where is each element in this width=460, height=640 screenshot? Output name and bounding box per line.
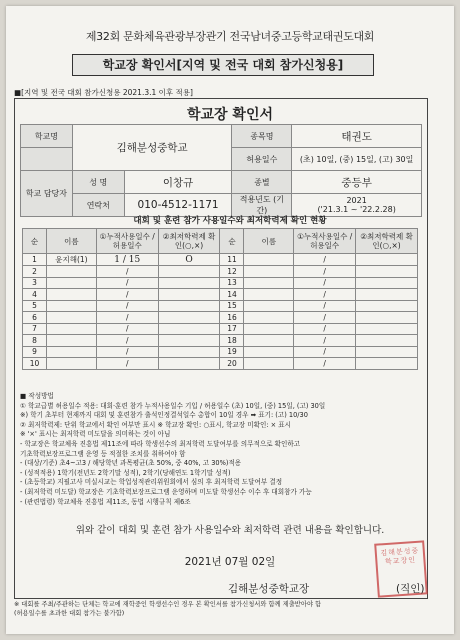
record-min-check xyxy=(158,346,220,358)
sport-value: 태권도 xyxy=(292,125,422,148)
footer-line: ※ 대회를 주최/주관하는 단체는 학교에 재학중인 학생선수인 경우 본 확인서를 참가신청서와 함께 제출받아야 함 xyxy=(14,601,322,608)
record-min-check xyxy=(158,358,220,370)
record-row xyxy=(23,277,418,289)
record-days: / xyxy=(294,289,356,301)
record-no: 16 xyxy=(220,312,244,324)
header-days: ①누적사용일수 /허용일수 xyxy=(294,229,356,254)
record-no: 10 xyxy=(23,358,47,370)
record-name xyxy=(46,277,96,289)
record-row xyxy=(23,323,418,335)
note-line: - (초등학교) 지필고사 미실시교는 학업성적관리위원회에서 심의 후 최저학력 도달여부 결정 xyxy=(20,478,283,487)
note-line: - (최저학력 미도달) 학교장은 기초학력보장프로그램 운영하며 미도달 학생선수 이수 후 대회참가 가능 xyxy=(20,487,312,496)
note-line: ② 최저학력제: 단위 학교에서 확인 여부만 표시 ※ 학교장 확인: ○표시, 학교장 미확인: × 표시 xyxy=(20,420,292,429)
record-days: / xyxy=(294,266,356,278)
note-line: - (관련법령) 학교체육 진흥법 제11조, 동법 시행규칙 제6조 xyxy=(20,497,191,506)
record-name xyxy=(244,358,294,370)
record-no: 4 xyxy=(23,289,47,301)
record-name xyxy=(46,289,96,301)
note-line: ※) 학기 초부터 현재까지 대회 및 훈련참가 출석인정결석일수 총합이 10일 경우 ➡ 표기: (고) 10/30 xyxy=(20,411,308,420)
record-min-check xyxy=(356,266,418,278)
sport-label: 종목명 xyxy=(232,125,292,148)
note-line: - (대상/기준) 초4~고3 / 해당학년 과목평균(초 50%, 중 40%, 고 30%)적용 xyxy=(20,459,242,468)
record-min-check xyxy=(158,323,220,335)
record-no: 18 xyxy=(220,335,244,347)
record-days: / xyxy=(294,312,356,324)
record-no: 12 xyxy=(220,266,244,278)
record-name xyxy=(244,300,294,312)
records-body xyxy=(23,229,418,370)
record-no: 3 xyxy=(23,277,47,289)
record-no: 5 xyxy=(23,300,47,312)
record-row xyxy=(23,289,418,301)
period-label: 적용년도 (기간) xyxy=(232,194,292,217)
record-no: 7 xyxy=(23,323,47,335)
record-days: / xyxy=(96,300,158,312)
record-row xyxy=(23,335,418,347)
record-days: / xyxy=(294,277,356,289)
record-row xyxy=(23,266,418,278)
record-name xyxy=(244,277,294,289)
record-days: / xyxy=(96,358,158,370)
record-days: 1 / 15 xyxy=(96,254,158,266)
record-name xyxy=(46,358,96,370)
record-name xyxy=(244,266,294,278)
record-days: / xyxy=(294,254,356,266)
record-min-check: O xyxy=(158,254,220,266)
record-no: 13 xyxy=(220,277,244,289)
record-days: / xyxy=(96,346,158,358)
record-min-check xyxy=(356,277,418,289)
record-days: / xyxy=(294,346,356,358)
record-no: 17 xyxy=(220,323,244,335)
name-label: 성 명 xyxy=(72,171,124,194)
records-header-row xyxy=(23,229,418,254)
header-min: ②최저학력제 확인(○,×) xyxy=(356,229,418,254)
footer-notes xyxy=(14,600,434,618)
header-name: 이름 xyxy=(244,229,294,254)
record-min-check xyxy=(356,300,418,312)
record-min-check xyxy=(356,335,418,347)
period-range: ('21.3.1 ~ '22.2.28) xyxy=(317,205,396,214)
record-no: 11 xyxy=(220,254,244,266)
record-row xyxy=(23,358,418,370)
document-banner: 학교장 확인서[지역 및 전국 대회 참가신청용] xyxy=(72,54,374,76)
record-min-check xyxy=(356,289,418,301)
record-days: / xyxy=(294,335,356,347)
header-name: 이름 xyxy=(46,229,96,254)
record-days: / xyxy=(294,358,356,370)
record-no: 6 xyxy=(23,312,47,324)
record-min-check xyxy=(356,312,418,324)
record-row xyxy=(23,312,418,324)
application-notice: ■[지역 및 전국 대회 참가신청용 2021.3.1 이후 적용] xyxy=(14,88,193,97)
record-min-check xyxy=(158,289,220,301)
record-row xyxy=(23,346,418,358)
division-value: 중등부 xyxy=(292,171,422,194)
note-line: ※ '×' 표시는 최저학력 미도달을 의미하는 것이 아님 xyxy=(20,430,171,439)
record-days: / xyxy=(96,312,158,324)
record-min-check xyxy=(158,335,220,347)
record-no: 20 xyxy=(220,358,244,370)
event-title: 제32회 문화체육관광부장관기 전국남녀중고등학교태권도대회 xyxy=(85,30,375,43)
record-min-check xyxy=(158,266,220,278)
school-name: 김해분성중학교 xyxy=(72,125,232,171)
record-no: 9 xyxy=(23,346,47,358)
manager-label: 학교 담당자 xyxy=(21,171,73,217)
record-min-check xyxy=(356,358,418,370)
record-name xyxy=(46,323,96,335)
record-no: 2 xyxy=(23,266,47,278)
record-name xyxy=(244,312,294,324)
division-label: 종별 xyxy=(232,171,292,194)
record-no: 19 xyxy=(220,346,244,358)
record-days: / xyxy=(294,300,356,312)
records-table xyxy=(22,228,418,370)
records-section-title: 대회 및 훈련 참가 사용일수와 최저학력제 확인 현황 xyxy=(133,216,327,226)
record-days: / xyxy=(96,323,158,335)
form-title: 학교장 확인서 xyxy=(186,107,274,123)
signer-name: 김해분성중학교장 xyxy=(228,583,310,595)
header-min: ②최저학력제 확인(○,×) xyxy=(158,229,220,254)
record-no: 8 xyxy=(23,335,47,347)
record-name xyxy=(244,254,294,266)
record-no: 15 xyxy=(220,300,244,312)
record-name xyxy=(244,289,294,301)
record-min-check xyxy=(356,323,418,335)
note-line: ① 학교급별 허용일수 적용: 대회·훈련 참가 누적사용일수 기입 / 허용일수 (초) 10일, (중) 15일, (고) 30일 xyxy=(20,401,326,410)
name-value: 이창규 xyxy=(124,171,232,194)
note-line: - (성적적용) 1학기(전년도 2학기말 성적), 2학기(당해연도 1학기말 성적) xyxy=(20,468,231,477)
record-name xyxy=(244,323,294,335)
header-no: 순 xyxy=(220,229,244,254)
confirmation-statement: 위와 같이 대회 및 훈련 참가 사용일수와 최저학력 관련 내용을 확인합니다. xyxy=(75,525,385,536)
record-days: / xyxy=(96,266,158,278)
document-date: 2021년 07월 02일 xyxy=(184,556,276,568)
record-name xyxy=(46,300,96,312)
record-name xyxy=(46,346,96,358)
record-name: 윤지해(1) xyxy=(46,254,96,266)
contact-value: 010-4512-1171 xyxy=(124,194,232,217)
record-days: / xyxy=(294,323,356,335)
note-line: - 학교장은 학교체육 진흥법 제11조에 따라 학생선수의 최저학력 도달여부를 의무적으로 확인하고 xyxy=(20,439,301,448)
school-info-table xyxy=(20,124,422,217)
record-name xyxy=(244,346,294,358)
school-label-cell xyxy=(21,148,73,171)
record-min-check xyxy=(158,277,220,289)
record-no: 14 xyxy=(220,289,244,301)
contact-label: 연락처 xyxy=(72,194,124,217)
notes-section xyxy=(20,392,420,507)
seal-label: (직인) xyxy=(396,583,425,595)
record-min-check xyxy=(158,312,220,324)
record-no: 1 xyxy=(23,254,47,266)
record-min-check xyxy=(356,346,418,358)
footer-line: (허용일수를 초과한 대회 참가는 불가함) xyxy=(14,610,125,617)
record-days: / xyxy=(96,289,158,301)
record-min-check xyxy=(158,300,220,312)
record-days: / xyxy=(96,277,158,289)
record-days: / xyxy=(96,335,158,347)
record-name xyxy=(244,335,294,347)
record-min-check xyxy=(356,254,418,266)
record-name xyxy=(46,335,96,347)
record-row xyxy=(23,254,418,266)
allow-label: 허용일수 xyxy=(232,148,292,171)
header-days: ①누적사용일수 /허용일수 xyxy=(96,229,158,254)
note-line: ■ 작성방법 xyxy=(20,392,54,400)
school-label: 학교명 xyxy=(21,125,73,148)
record-row xyxy=(23,300,418,312)
note-line: 기초학력보장프로그램 운영 등 적절한 조치를 취하여야 함 xyxy=(20,449,186,458)
period-year: 2021 xyxy=(346,196,367,205)
allow-value: (초) 10일, (중) 15일, (고) 30일 xyxy=(292,148,422,171)
record-name xyxy=(46,266,96,278)
record-name xyxy=(46,312,96,324)
header-no: 순 xyxy=(23,229,47,254)
stamp-text: 김해분성중학교장인 xyxy=(380,546,420,566)
